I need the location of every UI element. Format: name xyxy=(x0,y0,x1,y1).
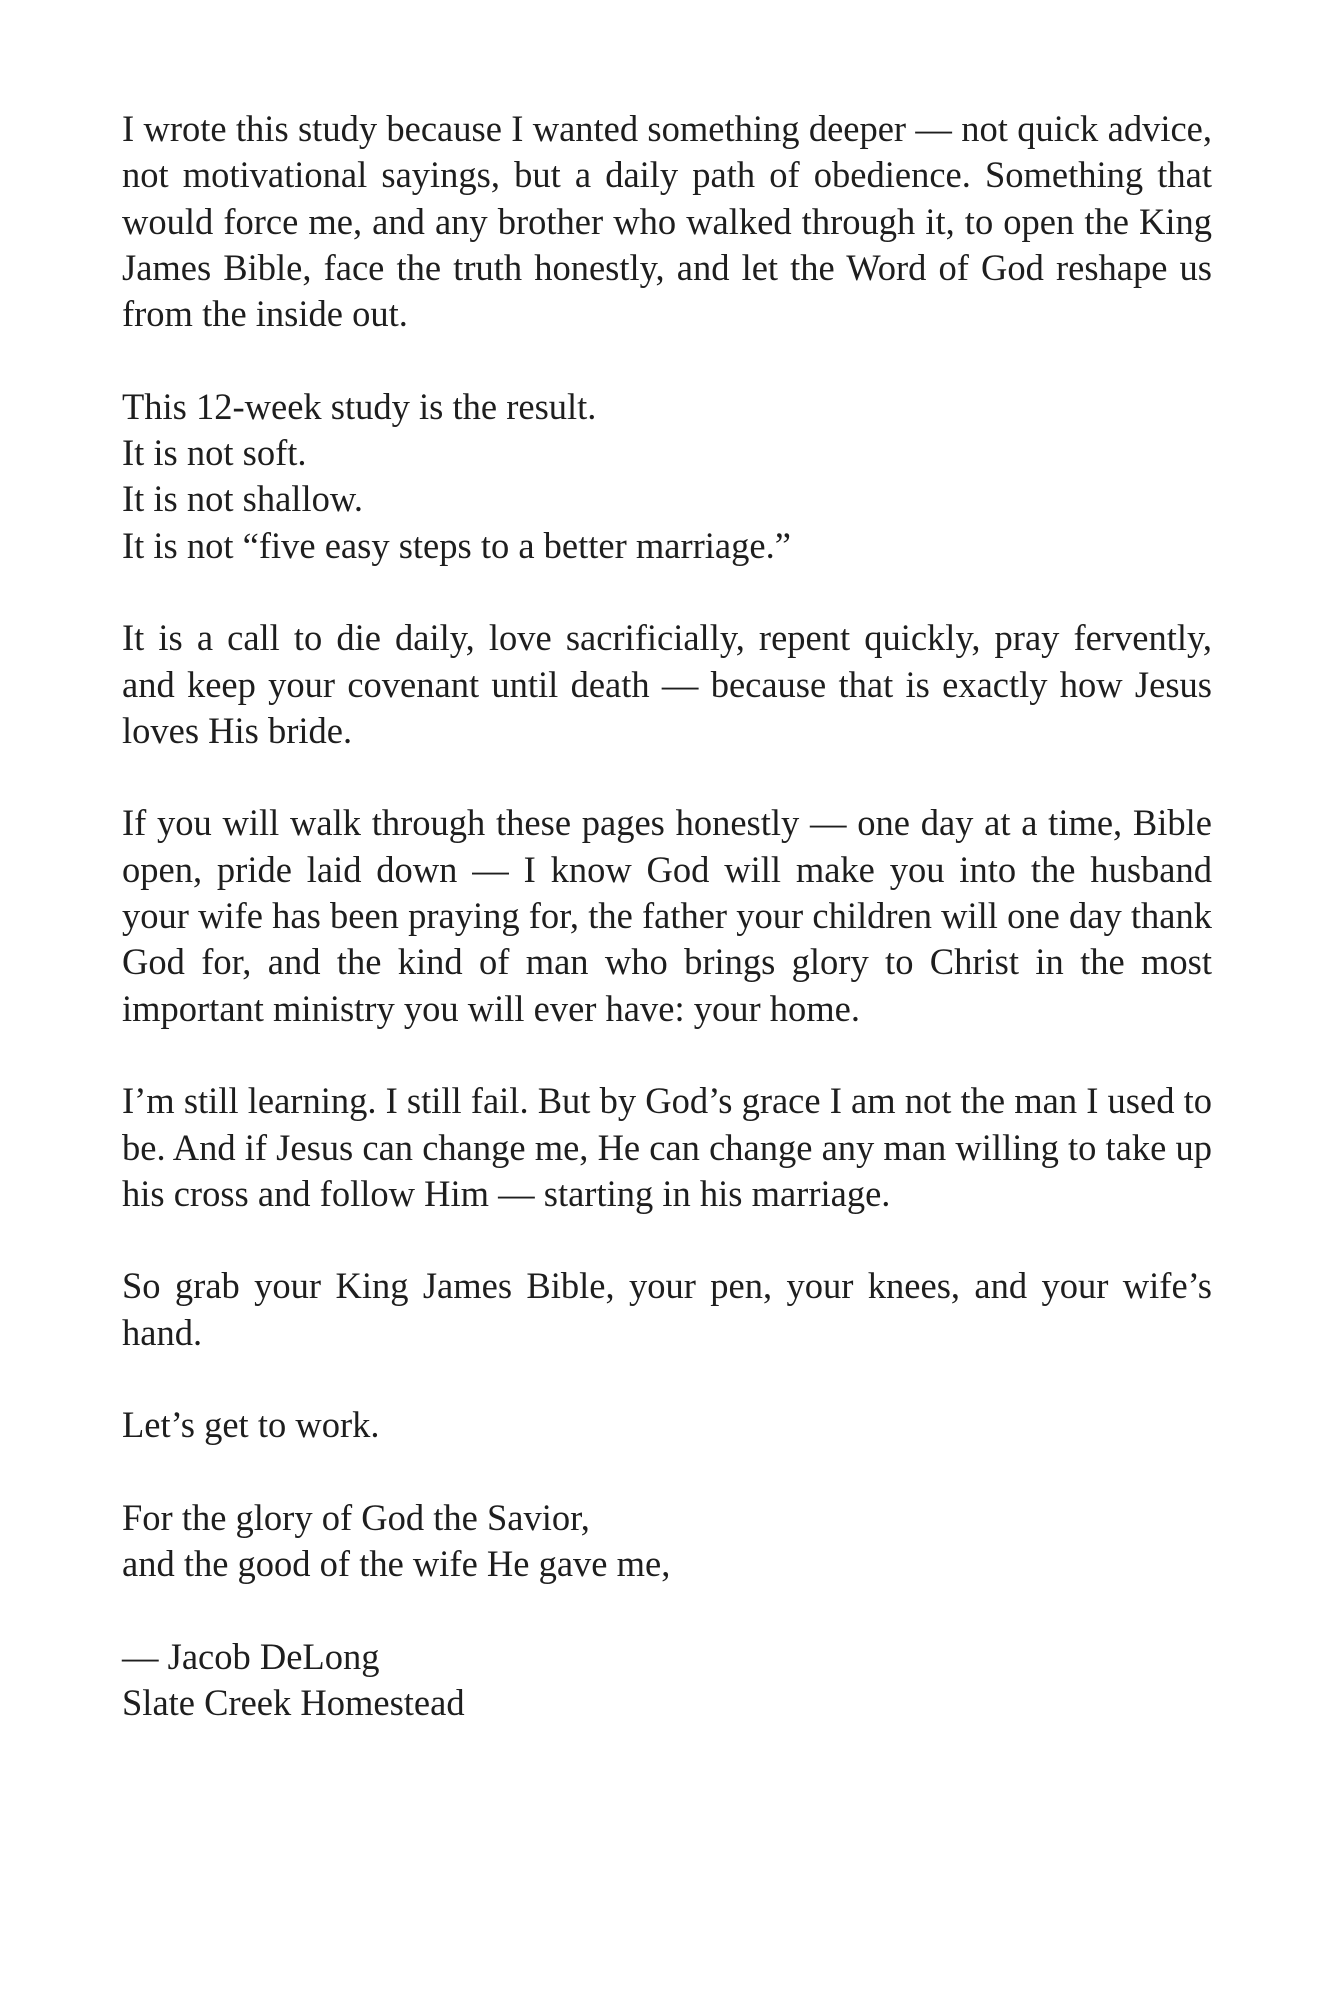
result-line: This 12-week study is the result. xyxy=(122,385,597,427)
closing-line: For the glory of God the Savior, xyxy=(122,1496,590,1538)
signature-place: Slate Creek Homestead xyxy=(122,1682,465,1724)
closing-line: and the good of the wife He gave me, xyxy=(122,1543,671,1585)
closing-block xyxy=(122,1495,1212,1588)
paragraph-work: Let’s get to work. xyxy=(122,1404,380,1446)
result-line: It is not soft. xyxy=(122,432,307,474)
result-line: It is not “five easy steps to a better marriage.” xyxy=(122,524,791,566)
paragraph-learning: I’m still learning. I still fail. But by God’s grace I am not the man I used to be. And if Jesus can change me, He can change any man willing to take up his cross and follow Him — starting in his marriage. xyxy=(122,1080,1212,1214)
letter-page xyxy=(122,106,1212,1726)
signature-name: — Jacob DeLong xyxy=(122,1635,380,1677)
result-line: It is not shallow. xyxy=(122,478,363,520)
paragraph-result xyxy=(122,384,1212,569)
paragraph-call: It is a call to die daily, love sacrificially, repent quickly, pray fervently, and keep your covenant until death — because that is exactly how Jesus loves His bride. xyxy=(122,617,1212,751)
paragraph-walk: If you will walk through these pages honestly — one day at a time, Bible open, pride laid down — I know God will make you into the husband your wife has been praying for, the father your children will one day thank God for, and the kind of man who brings glory to Christ in the most important ministry you will ever have: your home. xyxy=(122,802,1212,1029)
signature-block xyxy=(122,1634,1212,1727)
paragraph-intro: I wrote this study because I wanted something deeper — not quick advice, not motivational sayings, but a daily path of obedience. Something that would force me, and any brother who walked through it, to open the King James Bible, face the truth honestly, and let the Word of God reshape us from the inside out. xyxy=(122,108,1212,335)
paragraph-grab: So grab your King James Bible, your pen, your knees, and your wife’s hand. xyxy=(122,1265,1212,1353)
